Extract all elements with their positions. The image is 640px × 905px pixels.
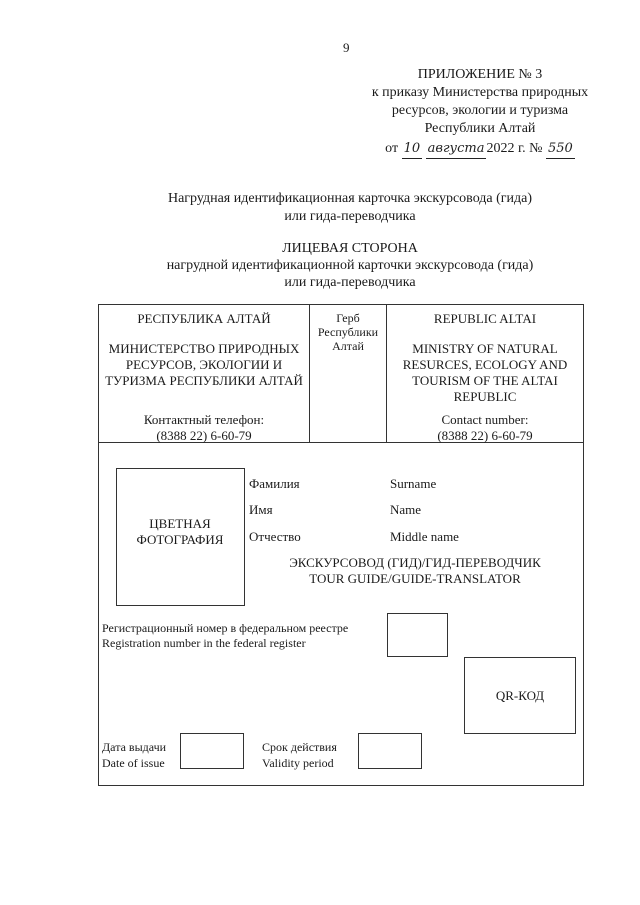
ministry-en-line-3: TOURISM OF THE ALTAI <box>412 373 558 388</box>
appendix-ministry-line: ресурсов, экологии и туризма <box>391 103 569 118</box>
registration-label-en: Registration number in the federal register <box>102 636 306 650</box>
field-name-ru: Имя <box>249 502 273 517</box>
issue-date-label <box>102 739 166 771</box>
ministry-en-line-4: REPUBLIC <box>453 389 517 404</box>
title-line-2: или гида-переводчика <box>284 209 416 224</box>
emblem-line-1: Герб <box>336 311 360 325</box>
date-prefix: от <box>385 141 399 156</box>
contact-label-ru: Контактный телефон: <box>143 412 265 427</box>
order-number-handwritten: 550 <box>546 140 575 159</box>
field-surname-ru: Фамилия <box>249 476 300 491</box>
field-surname-en: Surname <box>390 476 437 491</box>
field-patronymic-ru: Отчество <box>249 529 301 544</box>
photo-label-line-1: ЦВЕТНАЯ <box>149 516 211 531</box>
ministry-en-line-2: RESURCES, ECOLOGY AND <box>402 357 568 372</box>
date-month-handwritten: августа <box>426 140 487 159</box>
photo-label-line-2: ФОТОГРАФИЯ <box>136 532 224 547</box>
emblem-line-3: Алтай <box>332 339 364 353</box>
validity-label <box>262 739 337 771</box>
issue-date-box <box>180 733 244 769</box>
registration-label <box>102 621 348 651</box>
photo-label <box>116 516 244 548</box>
front-side-heading: ЛИЦЕВАЯ СТОРОНА <box>282 241 418 256</box>
registration-label-ru: Регистрационный номер в федеральном реестре <box>102 621 349 635</box>
region-en: REPUBLIC ALTAI <box>433 311 537 326</box>
card-header-ru <box>99 311 309 444</box>
appendix-number: ПРИЛОЖЕНИЕ № 3 <box>417 67 543 82</box>
subtitle-line-2: нагрудной идентификационной карточки экскурсовода (гида) <box>166 258 534 273</box>
contact-number-en: (8388 22) 6-60-79 <box>437 428 533 443</box>
section-heading <box>0 240 640 291</box>
validity-label-ru: Срок действия <box>262 740 337 754</box>
contact-label-en: Contact number: <box>441 412 529 427</box>
ministry-ru-line-1: МИНИСТЕРСТВО ПРИРОДНЫХ <box>108 341 300 356</box>
issue-date-label-en: Date of issue <box>102 756 165 770</box>
validity-box <box>358 733 422 769</box>
emblem-line-2: Республики <box>317 325 379 339</box>
date-year: 2022 г. № <box>486 141 543 156</box>
role-ru: ЭКСКУРСОВОД (ГИД)/ГИД-ПЕРЕВОДЧИК <box>289 555 541 570</box>
title-line-1: Нагрудная идентификационная карточка экскурсовода (гида) <box>167 191 533 206</box>
field-name-en: Name <box>390 502 422 517</box>
contact-number-ru: (8388 22) 6-60-79 <box>156 428 252 443</box>
registration-number-box <box>387 613 448 657</box>
appendix-date-line <box>360 140 600 159</box>
role-title <box>270 555 560 587</box>
subtitle-line-3: или гида-переводчика <box>284 275 416 290</box>
role-en: TOUR GUIDE/GUIDE-TRANSLATOR <box>309 571 521 586</box>
appendix-republic-line: Республики Алтай <box>424 121 536 136</box>
emblem-placeholder <box>310 311 386 353</box>
date-day-handwritten: 10 <box>402 140 423 159</box>
qr-code-label: QR-КОД <box>495 688 545 703</box>
card-header-en <box>387 311 583 444</box>
validity-label-en: Validity period <box>262 756 334 770</box>
field-middle-name-en: Middle name <box>390 529 459 544</box>
appendix-order-line: к приказу Министерства природных <box>371 85 589 100</box>
ministry-ru-line-2: РЕСУРСОВ, ЭКОЛОГИИ И <box>125 357 283 372</box>
page-number: 9 <box>343 40 350 55</box>
issue-date-label-ru: Дата выдачи <box>102 740 167 754</box>
ministry-en-line-1: MINISTRY OF NATURAL <box>412 341 558 356</box>
ministry-ru-line-3: ТУРИЗМА РЕСПУБЛИКИ АЛТАЙ <box>105 373 303 388</box>
region-ru: РЕСПУБЛИКА АЛТАЙ <box>137 311 271 326</box>
document-title <box>0 190 640 226</box>
appendix-block <box>360 66 600 159</box>
